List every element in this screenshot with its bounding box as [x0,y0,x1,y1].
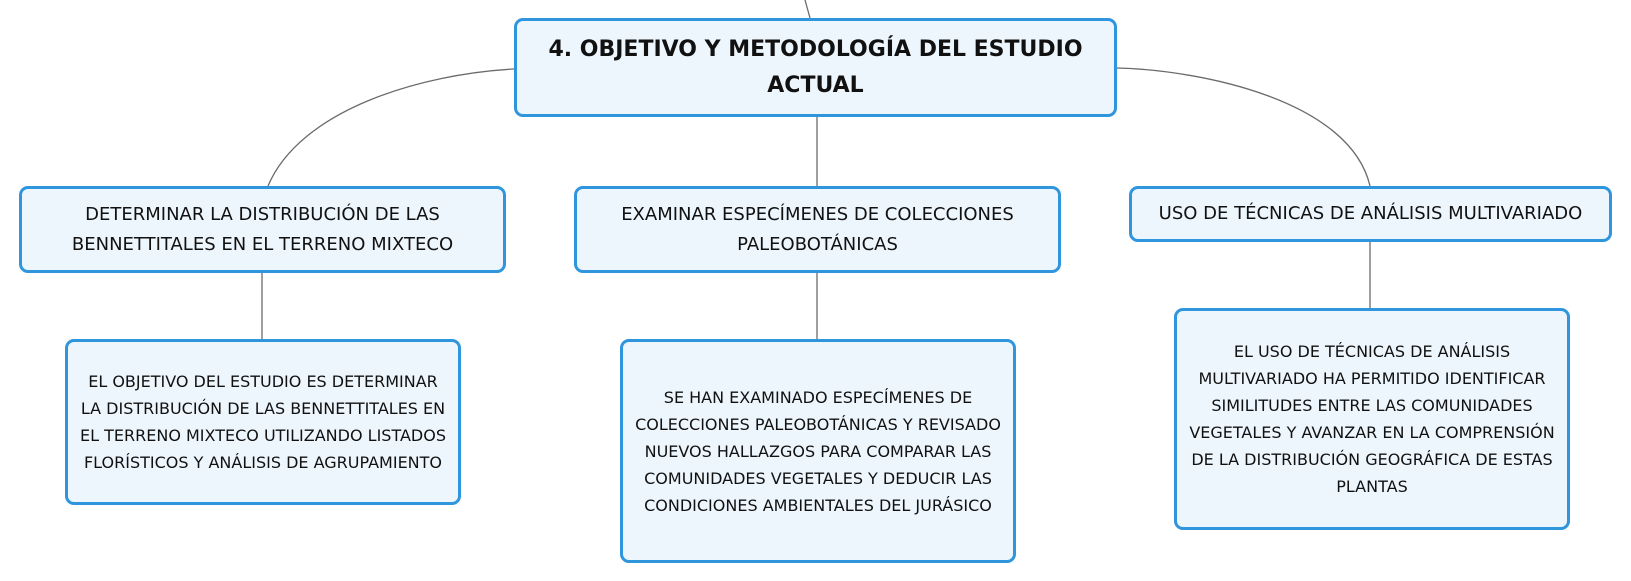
topic-node-especimenes[interactable] [574,186,1061,273]
topic-label: DETERMINAR LA DISTRIBUCIÓN DE LAS BENNETTITALES EN EL TERRENO MIXTECO [71,203,454,255]
detail-node-especimenes[interactable] [620,339,1016,563]
root-title: 4. OBJETIVO Y METODOLOGÍA DEL ESTUDIO ACTUAL [548,36,1083,98]
connector-root-to-topic-1 [268,69,514,186]
root-node[interactable] [514,18,1117,117]
topic-node-analisis-multivariado[interactable] [1129,186,1612,242]
topic-label: EXAMINAR ESPECÍMENES DE COLECCIONES PALEOBOTÁNICAS [621,203,1014,255]
connector-root-to-topic-3 [1117,68,1370,186]
detail-node-distribucion[interactable] [65,339,461,505]
detail-text: EL OBJETIVO DEL ESTUDIO ES DETERMINAR LA DISTRIBUCIÓN DE LAS BENNETTITALES EN EL TERRENO MIXTECO UTILIZANDO LISTADOS FLORÍSTICOS Y ANÁLISIS DE AGRUPAMIENTO [80,372,446,472]
topic-node-distribucion[interactable] [19,186,506,273]
topic-label: USO DE TÉCNICAS DE ANÁLISIS MULTIVARIADO [1158,203,1583,224]
detail-text: SE HAN EXAMINADO ESPECÍMENES DE COLECCIONES PALEOBOTÁNICAS Y REVISADO NUEVOS HALLAZGOS PARA COMPARAR LAS COMUNIDADES VEGETALES Y DEDUCIR LAS CONDICIONES AMBIENTALES DEL JURÁSICO [635,387,1001,515]
detail-node-analisis-multivariado[interactable] [1174,308,1570,530]
detail-text: EL USO DE TÉCNICAS DE ANÁLISIS MULTIVARIADO HA PERMITIDO IDENTIFICAR SIMILITUDES ENTRE LAS COMUNIDADES VEGETALES Y AVANZAR EN LA COMPRENSIÓN DE LA DISTRIBUCIÓN GEOGRÁFICA DE ESTAS PLANTAS [1189,342,1555,496]
connector-from-parent [805,0,810,18]
